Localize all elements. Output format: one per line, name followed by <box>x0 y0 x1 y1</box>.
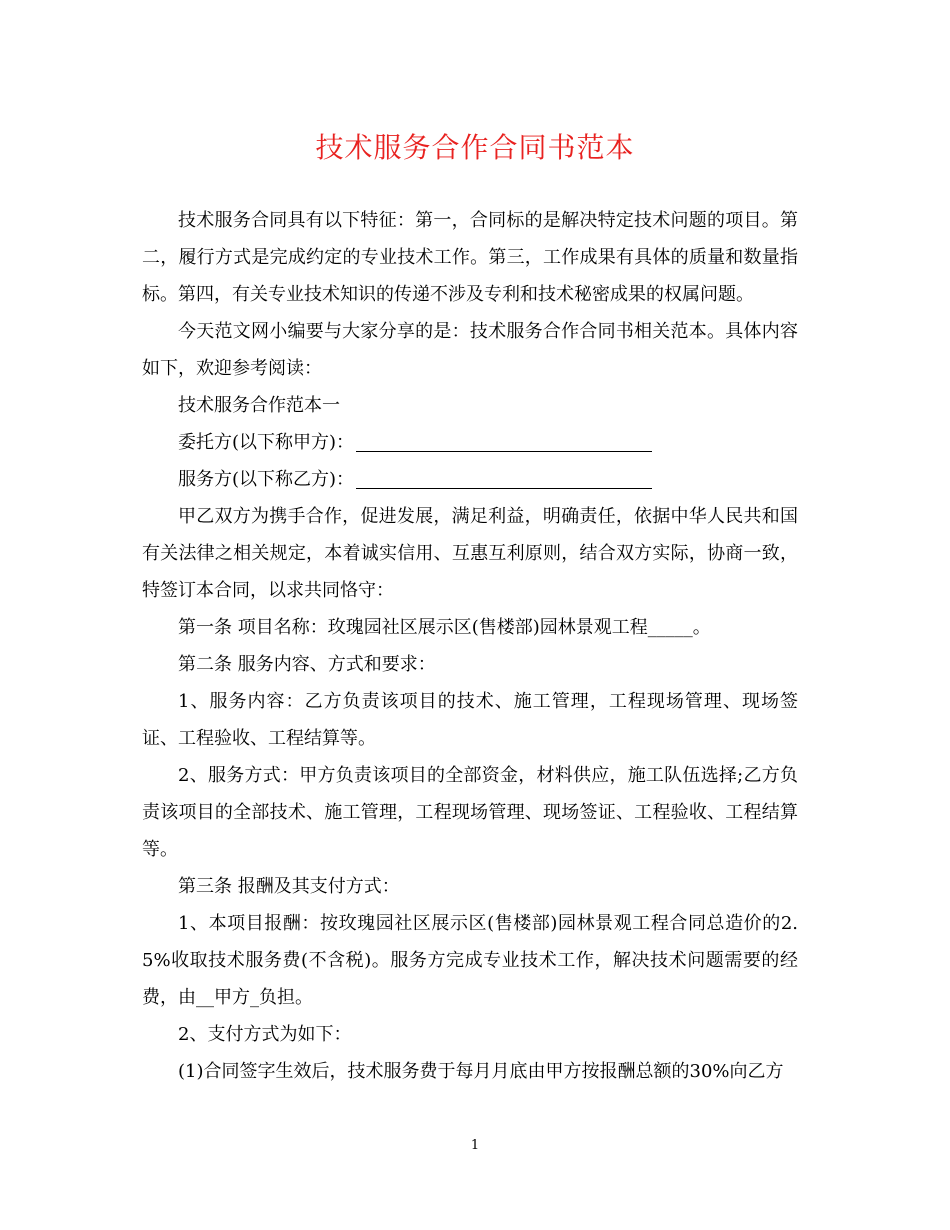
document-title: 技术服务合作合同书范本 <box>315 131 635 164</box>
article-3-item-2: 2、支付方式为如下： <box>178 1024 352 1045</box>
paragraph-sample-heading: 技术服务合作范本一 <box>178 395 340 416</box>
article-2-item-2: 2、服务方式：甲方负责该项目的全部资金，材料供应，施工队伍选择;乙方负责该项目的全部技术、施工管理，工程现场管理、现场签证、工程验收、工程结算等。 <box>142 765 798 860</box>
article-2: 第二条 服务内容、方式和要求： <box>178 654 436 675</box>
article-2-item-1: 1、服务内容：乙方负责该项目的技术、施工管理，工程现场管理、现场签证、工程验收、工程结算等。 <box>142 691 798 749</box>
party-b-line <box>142 461 798 498</box>
party-a-blank <box>356 433 652 452</box>
article-3: 第三条 报酬及其支付方式： <box>178 876 400 897</box>
party-a-label: 委托方(以下称甲方)： <box>178 432 355 453</box>
page-number: 1 <box>470 1138 480 1153</box>
document-body <box>142 202 798 1090</box>
article-3-item-1: 1、本项目报酬：按玫瑰园社区展示区(售楼部)园林景观工程合同总造价的2.5%收取技术服务费(不含税)。服务方完成专业技术工作，解决技术问题需要的经费，由__甲方_负担。 <box>142 913 798 1008</box>
party-b-blank <box>356 470 652 489</box>
article-3-item-2-sub-1: (1)合同签字生效后，技术服务费于每月月底由甲方按报酬总额的30%向乙方 <box>178 1061 784 1082</box>
paragraph-share: 今天范文网小编要与大家分享的是：技术服务合作合同书相关范本。具体内容如下，欢迎参考阅读： <box>142 321 798 379</box>
paragraph-preamble: 甲乙双方为携手合作，促进发展，满足利益，明确责任，依据中华人民共和国有关法律之相关规定，本着诚实信用、互惠互利原则，结合双方实际，协商一致，特签订本合同，以求共同恪守： <box>142 506 798 601</box>
paragraph-intro: 技术服务合同具有以下特征：第一，合同标的是解决特定技术问题的项目。第二，履行方式是完成约定的专业技术工作。第三，工作成果有具体的质量和数量指标。第四，有关专业技术知识的传递不涉及专利和技术秘密成果的权属问题。 <box>142 210 798 305</box>
party-b-label: 服务方(以下称乙方)： <box>178 469 355 490</box>
party-a-line <box>142 424 798 461</box>
article-1: 第一条 项目名称：玫瑰园社区展示区(售楼部)园林景观工程_____。 <box>178 617 711 638</box>
